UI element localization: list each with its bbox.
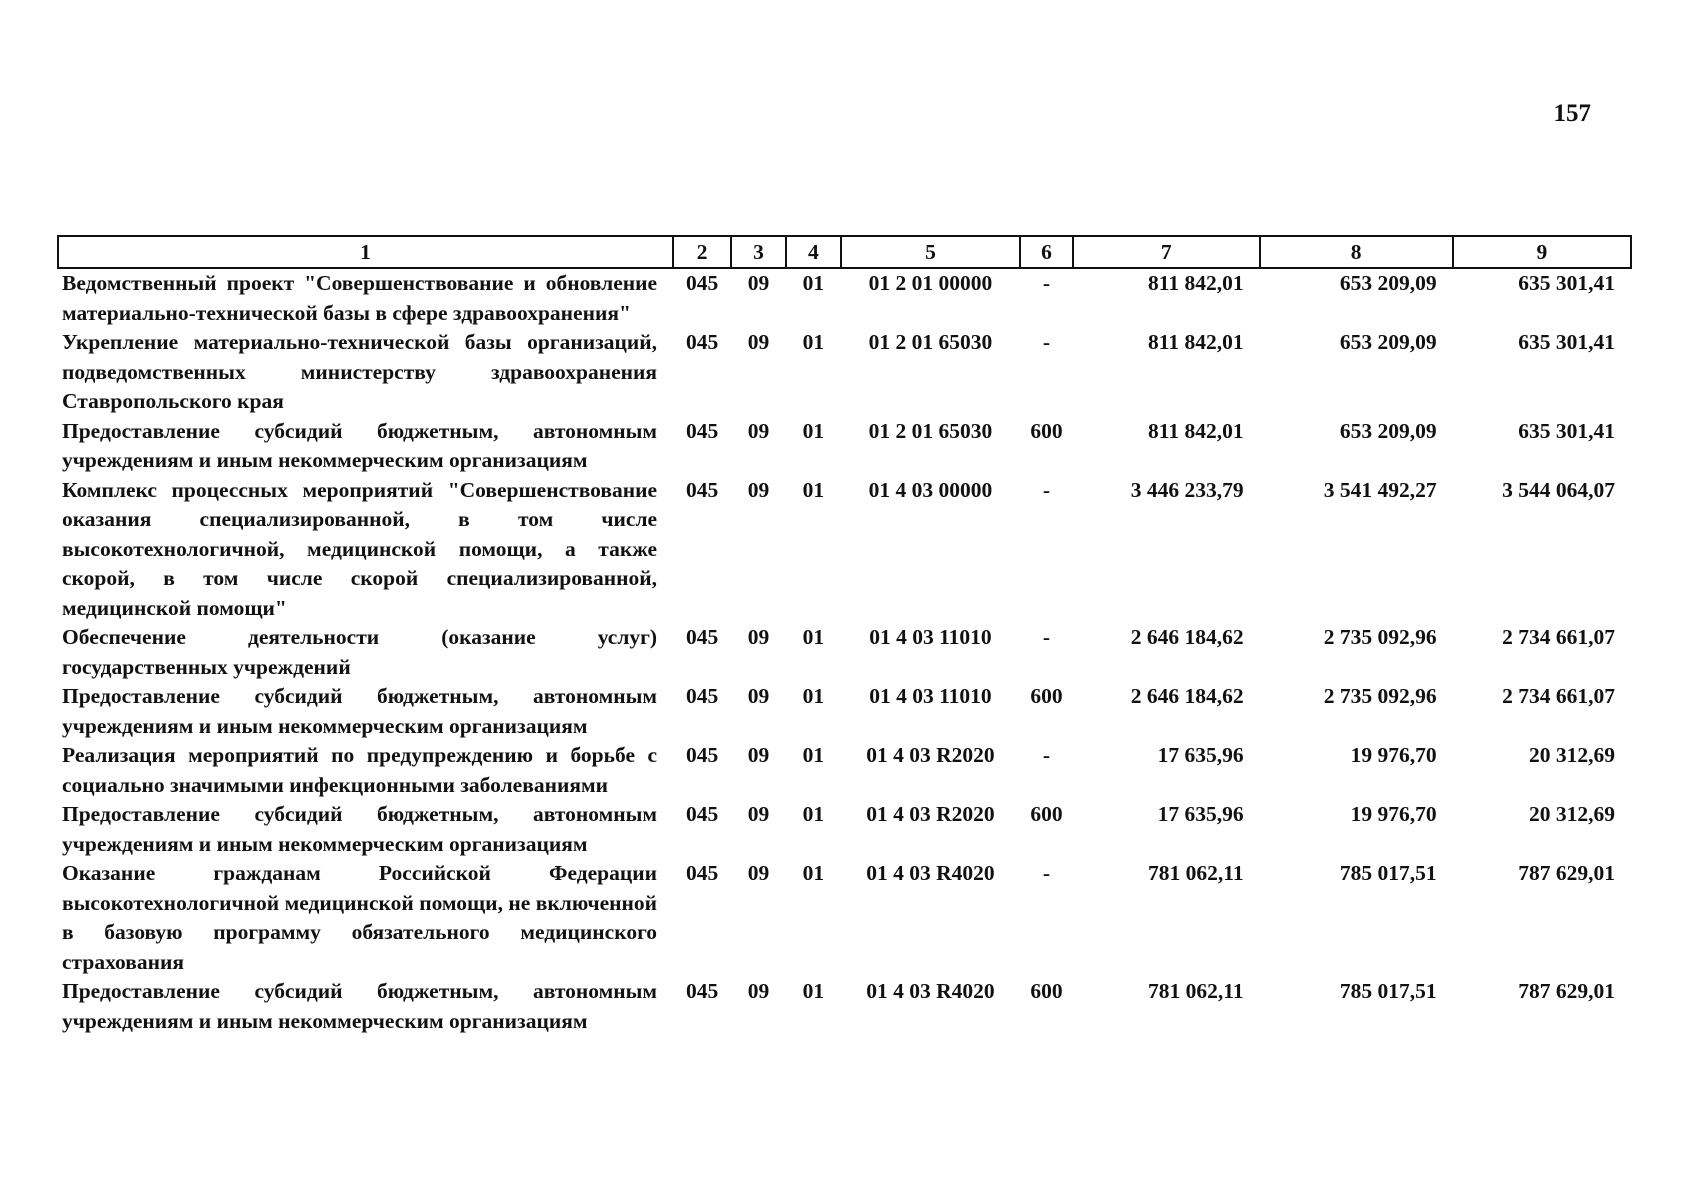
row-subsection-cell: 01 xyxy=(802,861,825,885)
row-expense-type-cell: 600 xyxy=(1030,684,1063,708)
row-amount-9-cell: 787 629,01 xyxy=(1518,861,1615,885)
column-header-9: 9 xyxy=(1453,236,1631,268)
row-subsection-cell: 01 xyxy=(802,625,825,649)
row-name-cell: Комплекс процессных мероприятий "Совершенствование оказания специализированной, в том числе высокотехнологичной, медицинской помощи, а также скорой, в том числе скорой специализированной, медицинской помощи" xyxy=(62,477,658,620)
table-row xyxy=(58,741,1631,800)
row-amount-8-cell: 2 735 092,96 xyxy=(1323,684,1437,708)
row-code-cell: 045 xyxy=(685,979,719,1003)
row-amount-8-cell: 653 209,09 xyxy=(1339,271,1437,295)
row-target-article-cell: 01 4 03 R2020 xyxy=(866,743,995,767)
row-amount-9-cell: 635 301,41 xyxy=(1518,330,1615,354)
row-subsection-cell: 01 xyxy=(802,271,825,295)
row-amount-9-cell: 2 734 661,07 xyxy=(1502,684,1615,708)
row-name-cell: Предоставление субсидий бюджетным, автономным учреждениям и иным некоммерческим организациям xyxy=(62,979,658,1033)
row-amount-9-cell: 20 312,69 xyxy=(1529,743,1615,767)
row-subsection-cell: 01 xyxy=(802,477,825,502)
row-section-cell: 09 xyxy=(747,330,770,354)
row-amount-8-cell: 785 017,51 xyxy=(1339,861,1437,885)
row-target-article-cell: 01 2 01 00000 xyxy=(868,271,993,295)
table-row xyxy=(58,682,1631,741)
row-section-cell: 09 xyxy=(747,625,770,649)
row-code-cell: 045 xyxy=(685,477,719,502)
column-header-2: 2 xyxy=(673,236,731,268)
budget-table xyxy=(57,235,1632,1036)
row-section-cell: 09 xyxy=(747,802,770,826)
table-row xyxy=(58,800,1631,859)
row-target-article-cell: 01 4 03 11010 xyxy=(869,625,992,649)
row-amount-8-cell: 653 209,09 xyxy=(1339,418,1437,443)
row-expense-type-cell: 600 xyxy=(1030,979,1063,1003)
row-amount-8-cell: 19 976,70 xyxy=(1350,743,1437,767)
table-row xyxy=(58,623,1631,682)
row-section-cell: 09 xyxy=(747,684,770,708)
row-amount-7-cell: 17 635,96 xyxy=(1157,802,1244,826)
row-amount-8-cell: 785 017,51 xyxy=(1339,979,1437,1003)
column-header-3: 3 xyxy=(731,236,786,268)
row-amount-8-cell: 653 209,09 xyxy=(1339,330,1437,354)
row-subsection-cell: 01 xyxy=(802,684,825,708)
row-expense-type-cell: - xyxy=(1042,271,1051,295)
column-header-7: 7 xyxy=(1073,236,1260,268)
row-target-article-cell: 01 2 01 65030 xyxy=(868,330,993,354)
row-section-cell: 09 xyxy=(747,271,770,295)
row-amount-7-cell: 781 062,11 xyxy=(1148,979,1244,1003)
row-amount-7-cell: 17 635,96 xyxy=(1157,743,1244,767)
table-row xyxy=(58,977,1631,1036)
row-expense-type-cell: - xyxy=(1042,330,1051,354)
table-row xyxy=(58,476,1631,624)
row-target-article-cell: 01 4 03 R4020 xyxy=(866,861,995,885)
row-target-article-cell: 01 4 03 11010 xyxy=(869,684,992,708)
row-section-cell: 09 xyxy=(747,743,770,767)
row-section-cell: 09 xyxy=(747,979,770,1003)
row-name-cell: Обеспечение деятельности (оказание услуг) государственных учреждений xyxy=(62,625,658,679)
row-target-article-cell: 01 4 03 00000 xyxy=(868,477,993,502)
header-row xyxy=(58,236,1631,268)
row-name-cell: Реализация мероприятий по предупреждению и борьбе с социально значимыми инфекционными заболеваниями xyxy=(62,743,658,797)
row-expense-type-cell: - xyxy=(1042,625,1051,649)
column-header-6: 6 xyxy=(1020,236,1073,268)
table-body xyxy=(58,268,1631,1036)
row-amount-7-cell: 811 842,01 xyxy=(1148,271,1244,295)
column-header-5: 5 xyxy=(841,236,1020,268)
row-name-cell: Укрепление материально-технической базы организаций, подведомственных министерству здравоохранения Ставропольского края xyxy=(62,330,658,413)
row-subsection-cell: 01 xyxy=(802,418,825,443)
row-amount-7-cell: 2 646 184,62 xyxy=(1130,625,1244,649)
row-name-cell: Предоставление субсидий бюджетным, автономным учреждениям и иным некоммерческим организациям xyxy=(62,418,658,472)
row-amount-8-cell: 3 541 492,27 xyxy=(1323,477,1437,502)
row-subsection-cell: 01 xyxy=(802,979,825,1003)
row-code-cell: 045 xyxy=(685,802,719,826)
row-section-cell: 09 xyxy=(747,418,770,443)
row-section-cell: 09 xyxy=(747,861,770,885)
row-amount-7-cell: 3 446 233,79 xyxy=(1130,477,1244,502)
row-target-article-cell: 01 4 03 R4020 xyxy=(866,979,995,1003)
row-section-cell: 09 xyxy=(747,477,770,502)
row-expense-type-cell: - xyxy=(1042,861,1051,885)
row-subsection-cell: 01 xyxy=(802,802,825,826)
table-row xyxy=(58,859,1631,977)
row-amount-8-cell: 19 976,70 xyxy=(1350,802,1437,826)
row-amount-8-cell: 2 735 092,96 xyxy=(1323,625,1437,649)
row-amount-9-cell: 787 629,01 xyxy=(1518,979,1615,1003)
row-name-cell: Оказание гражданам Российской Федерации высокотехнологичной медицинской помощи, не включенной в базовую программу обязательного медицинского страхования xyxy=(62,861,658,974)
column-header-4: 4 xyxy=(786,236,841,268)
row-expense-type-cell: 600 xyxy=(1030,802,1063,826)
page-number: 157 xyxy=(1553,100,1591,127)
row-target-article-cell: 01 4 03 R2020 xyxy=(866,802,995,826)
row-code-cell: 045 xyxy=(685,418,719,443)
row-code-cell: 045 xyxy=(685,861,719,885)
row-amount-7-cell: 781 062,11 xyxy=(1148,861,1244,885)
row-amount-9-cell: 2 734 661,07 xyxy=(1502,625,1615,649)
row-code-cell: 045 xyxy=(685,625,719,649)
row-subsection-cell: 01 xyxy=(802,330,825,354)
row-expense-type-cell: - xyxy=(1042,477,1051,502)
table-row xyxy=(58,268,1631,328)
row-name-cell: Предоставление субсидий бюджетным, автономным учреждениям и иным некоммерческим организациям xyxy=(62,684,658,738)
row-expense-type-cell: - xyxy=(1042,743,1051,767)
row-amount-9-cell: 635 301,41 xyxy=(1518,271,1615,295)
row-amount-7-cell: 811 842,01 xyxy=(1148,418,1244,443)
row-name-cell: Предоставление субсидий бюджетным, автономным учреждениям и иным некоммерческим организациям xyxy=(62,802,658,856)
row-amount-9-cell: 20 312,69 xyxy=(1529,802,1615,826)
column-header-8: 8 xyxy=(1260,236,1453,268)
row-expense-type-cell: 600 xyxy=(1030,418,1063,443)
row-amount-9-cell: 3 544 064,07 xyxy=(1502,477,1615,502)
row-amount-9-cell: 635 301,41 xyxy=(1518,418,1615,443)
row-code-cell: 045 xyxy=(685,684,719,708)
row-amount-7-cell: 811 842,01 xyxy=(1148,330,1244,354)
row-code-cell: 045 xyxy=(685,743,719,767)
table-row xyxy=(58,328,1631,417)
row-subsection-cell: 01 xyxy=(802,743,825,767)
row-code-cell: 045 xyxy=(685,330,719,354)
row-target-article-cell: 01 2 01 65030 xyxy=(868,418,993,443)
row-amount-7-cell: 2 646 184,62 xyxy=(1130,684,1244,708)
row-code-cell: 045 xyxy=(685,271,719,295)
column-header-1: 1 xyxy=(58,236,673,268)
table-row xyxy=(58,417,1631,476)
row-name-cell: Ведомственный проект "Совершенствование и обновление материально-технической базы в сфере здравоохранения" xyxy=(62,271,658,325)
